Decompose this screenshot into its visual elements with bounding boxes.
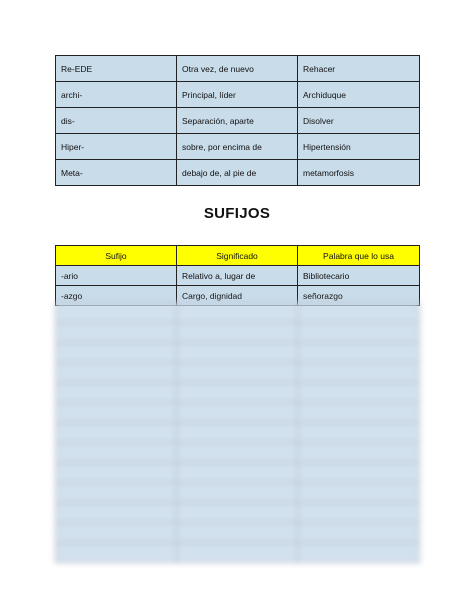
blurred-preview-rows (55, 302, 419, 563)
table-row (56, 160, 420, 186)
table-header-row (56, 246, 420, 266)
prefix-cell: Re-EDE (56, 56, 177, 82)
blurred-row (56, 323, 420, 343)
prefix-cell: Meta- (56, 160, 177, 186)
meaning-cell: Cargo, dignidad (177, 286, 298, 306)
prefix-table (55, 55, 420, 186)
column-header-significado: Significado (177, 246, 298, 266)
blurred-row (56, 363, 420, 383)
blurred-row (56, 483, 420, 503)
table-row (56, 108, 420, 134)
prefix-cell: Hiper- (56, 134, 177, 160)
section-title: SUFIJOS (203, 205, 271, 222)
meaning-cell: Separación, aparte (177, 108, 298, 134)
meaning-cell: debajo de, al pie de (177, 160, 298, 186)
blurred-row (56, 383, 420, 403)
blurred-table (55, 302, 420, 563)
meaning-cell: sobre, por encima de (177, 134, 298, 160)
prefix-cell: dis- (56, 108, 177, 134)
blurred-row (56, 343, 420, 363)
example-cell: Disolver (298, 108, 420, 134)
example-cell: señorazgo (298, 286, 420, 306)
blurred-row (56, 403, 420, 423)
meaning-cell: Relativo a, lugar de (177, 266, 298, 286)
meaning-cell: Principal, líder (177, 82, 298, 108)
blurred-row (56, 543, 420, 563)
blurred-row (56, 463, 420, 483)
table-row (56, 82, 420, 108)
prefix-cell: archi- (56, 82, 177, 108)
example-cell: metamorfosis (298, 160, 420, 186)
column-header-sufijo: Sufijo (56, 246, 177, 266)
table-row (56, 134, 420, 160)
suffix-cell: -ario (56, 266, 177, 286)
meaning-cell: Otra vez, de nuevo (177, 56, 298, 82)
table-row (56, 266, 420, 286)
example-cell: Hipertensión (298, 134, 420, 160)
suffix-cell: -azgo (56, 286, 177, 306)
blurred-row (56, 303, 420, 323)
blurred-row (56, 443, 420, 463)
example-cell: Rehacer (298, 56, 420, 82)
blurred-row (56, 503, 420, 523)
column-header-palabra: Palabra que lo usa (298, 246, 420, 266)
blurred-row (56, 423, 420, 443)
example-cell: Bibliotecario (298, 266, 420, 286)
blurred-row (56, 523, 420, 543)
example-cell: Archiduque (298, 82, 420, 108)
table-row (56, 56, 420, 82)
suffix-table (55, 245, 420, 306)
